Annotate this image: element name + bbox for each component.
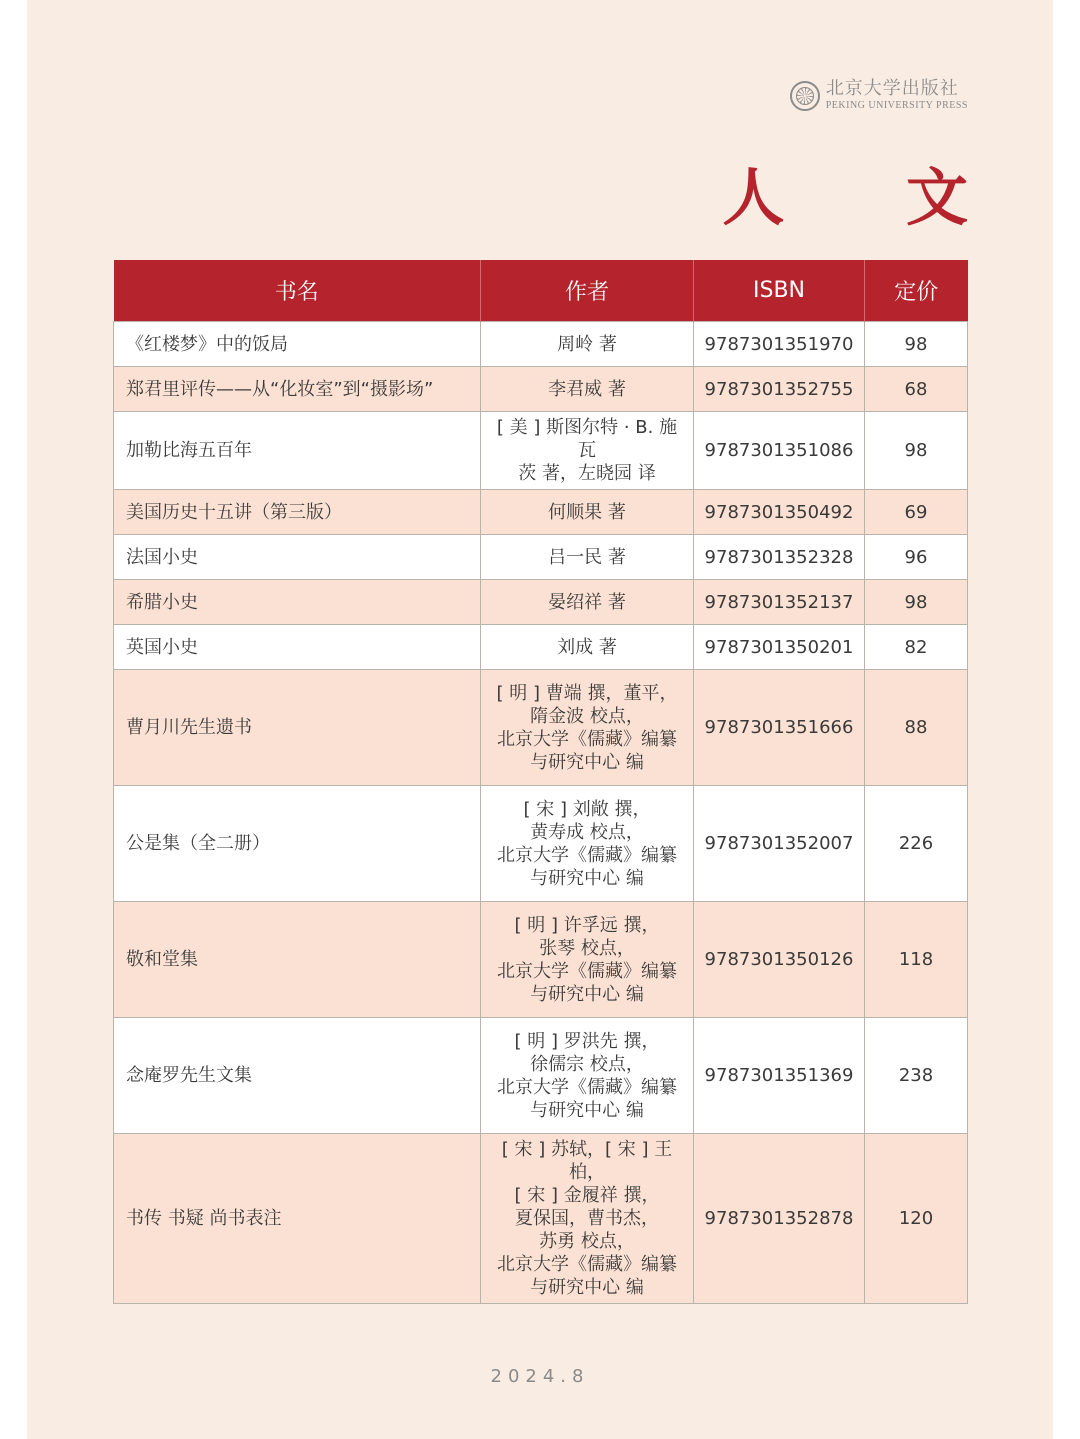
section-heading: 人 文 [722, 161, 1018, 234]
cell-title: 美国历史十五讲（第三版） [114, 490, 481, 535]
cell-price: 226 [865, 786, 968, 902]
cell-author: [ 美 ] 斯图尔特 · B. 施瓦 茨 著，左晓园 译 [481, 412, 694, 490]
table-row [114, 535, 968, 580]
cell-author: 李君威 著 [481, 367, 694, 412]
table-row [114, 1018, 968, 1134]
publisher-name-cn: 北京大学出版社 [825, 78, 959, 99]
cell-author: [ 明 ] 罗洪先 撰， 徐儒宗 校点， 北京大学《儒藏》编纂 与研究中心 编 [481, 1018, 694, 1134]
table-header-row [114, 260, 968, 322]
university-seal-icon [790, 81, 820, 111]
cell-title: 法国小史 [114, 535, 481, 580]
cell-title: 《红楼梦》中的饭局 [114, 322, 481, 367]
table-row [114, 670, 968, 786]
cell-isbn: 9787301352328 [694, 535, 865, 580]
cell-price: 118 [865, 902, 968, 1018]
cell-author: 刘成 著 [481, 625, 694, 670]
cell-title: 敬和堂集 [114, 902, 481, 1018]
table-row [114, 786, 968, 902]
cell-author: [ 明 ] 许孚远 撰， 张琴 校点， 北京大学《儒藏》编纂 与研究中心 编 [481, 902, 694, 1018]
cell-author: [ 宋 ] 刘敞 撰， 黄寿成 校点， 北京大学《儒藏》编纂 与研究中心 编 [481, 786, 694, 902]
table-row [114, 322, 968, 367]
cell-isbn: 9787301350492 [694, 490, 865, 535]
cell-price: 98 [865, 580, 968, 625]
cell-price: 98 [865, 412, 968, 490]
cell-isbn: 9787301351666 [694, 670, 865, 786]
cell-price: 98 [865, 322, 968, 367]
cell-isbn: 9787301351086 [694, 412, 865, 490]
cell-isbn: 9787301352755 [694, 367, 865, 412]
cell-isbn: 9787301351369 [694, 1018, 865, 1134]
table-row [114, 625, 968, 670]
cell-author: 吕一民 著 [481, 535, 694, 580]
cell-price: 96 [865, 535, 968, 580]
cell-title: 英国小史 [114, 625, 481, 670]
cell-author: [ 宋 ] 苏轼，[ 宋 ] 王柏， [ 宋 ] 金履祥 撰， 夏保国，曹书杰， 苏勇 校点， 北京大学《儒藏》编纂 与研究中心 编 [481, 1134, 694, 1304]
table-row [114, 580, 968, 625]
table-row [114, 902, 968, 1018]
header-isbn: ISBN [694, 260, 865, 322]
cell-isbn: 9787301352878 [694, 1134, 865, 1304]
cell-author: 周岭 著 [481, 322, 694, 367]
cell-isbn: 9787301351970 [694, 322, 865, 367]
cell-price: 238 [865, 1018, 968, 1134]
table-row [114, 367, 968, 412]
cell-title: 郑君里评传——从“化妆室”到“摄影场” [114, 367, 481, 412]
footer-date: 2024.8 [490, 1366, 590, 1387]
cell-author: 晏绍祥 著 [481, 580, 694, 625]
header-price: 定价 [865, 260, 968, 322]
cell-price: 68 [865, 367, 968, 412]
cell-title: 加勒比海五百年 [114, 412, 481, 490]
cell-price: 69 [865, 490, 968, 535]
cell-price: 82 [865, 625, 968, 670]
table-row [114, 490, 968, 535]
book-table [113, 260, 968, 1304]
cell-isbn: 9787301352007 [694, 786, 865, 902]
cell-title: 曹月川先生遗书 [114, 670, 481, 786]
cell-title: 希腊小史 [114, 580, 481, 625]
cell-price: 88 [865, 670, 968, 786]
cell-title: 念庵罗先生文集 [114, 1018, 481, 1134]
cell-isbn: 9787301350126 [694, 902, 865, 1018]
cell-isbn: 9787301350201 [694, 625, 865, 670]
table-row [114, 412, 968, 490]
table-row [114, 1134, 968, 1304]
cell-isbn: 9787301352137 [694, 580, 865, 625]
publisher-logo [790, 80, 968, 111]
cell-author: 何顺果 著 [481, 490, 694, 535]
cell-title: 书传 书疑 尚书表注 [114, 1134, 481, 1304]
cell-title: 公是集（全二册） [114, 786, 481, 902]
header-title: 书名 [114, 260, 481, 322]
cell-price: 120 [865, 1134, 968, 1304]
header-author: 作者 [481, 260, 694, 322]
publisher-name-en: PEKING UNIVERSITY PRESS [825, 100, 968, 111]
cell-author: [ 明 ] 曹端 撰，董平， 隋金波 校点， 北京大学《儒藏》编纂 与研究中心 编 [481, 670, 694, 786]
